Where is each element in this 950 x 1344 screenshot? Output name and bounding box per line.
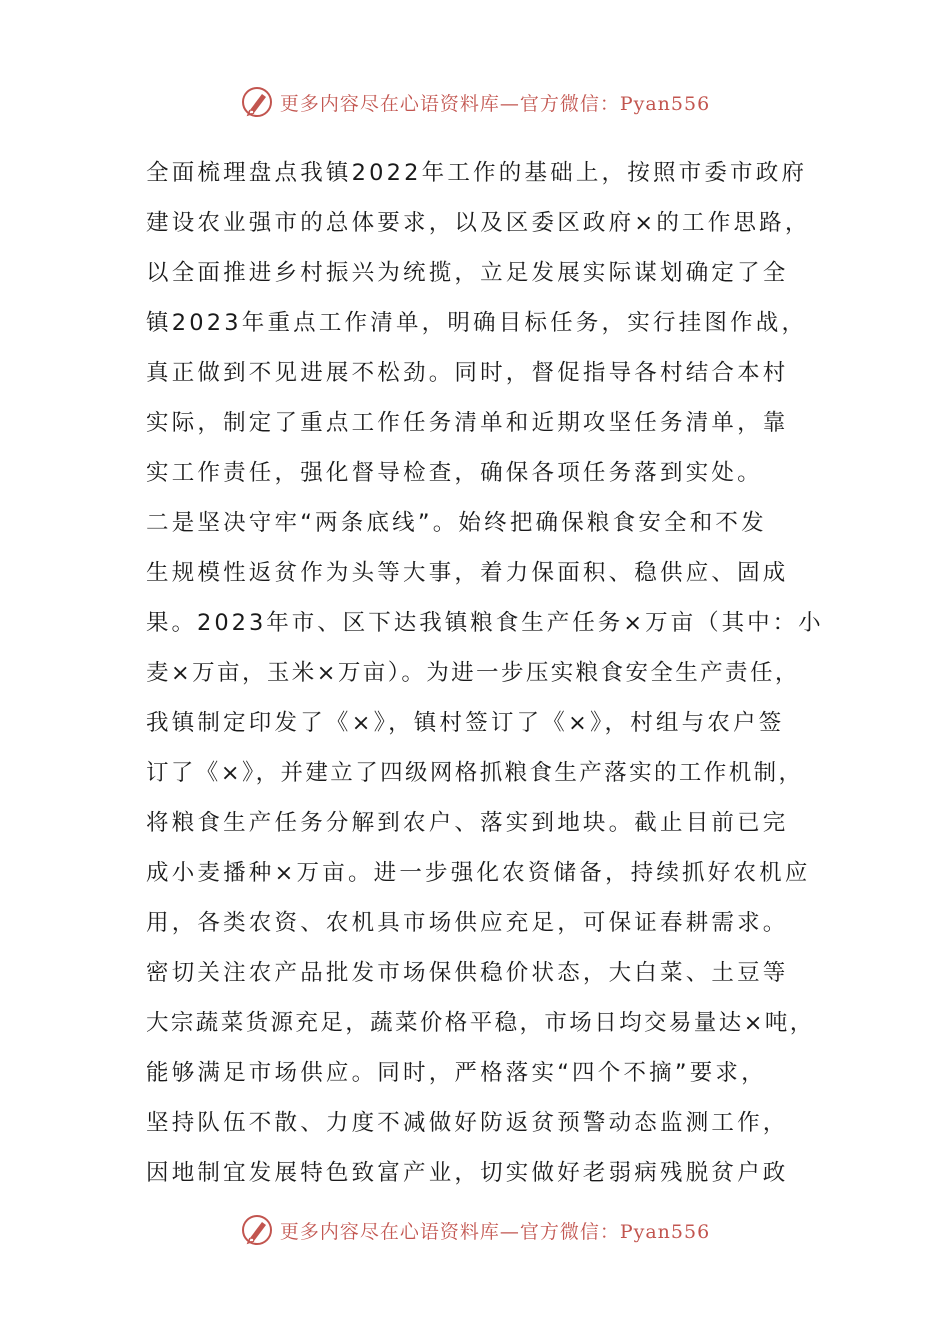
document-body <box>146 148 824 1198</box>
body-line: 生规模性返贫作为头等大事，着力保面积、稳供应、固成 <box>146 560 789 586</box>
pen-nib-logo-icon <box>240 1213 274 1247</box>
footer-banner-text: 更多内容尽在心语资料库—官方微信：Pyan556 <box>279 1220 711 1243</box>
body-line: 真正做到不见进展不松劲。同时，督促指导各村结合本村 <box>146 360 789 386</box>
body-line: 麦×万亩，玉米×万亩）。为进一步压实粮食安全生产责任， <box>146 660 800 686</box>
body-line: 二是坚决守牢“两条底线”。始终把确保粮食安全和不发 <box>146 510 767 536</box>
body-line: 镇2023年重点工作清单，明确目标任务，实行挂图作战， <box>146 310 808 336</box>
body-line: 坚持队伍不散、力度不减做好防返贫预警动态监测工作， <box>146 1110 789 1136</box>
body-line: 实工作责任，强化督导检查，确保各项任务落到实处。 <box>146 460 763 486</box>
body-line: 密切关注农产品批发市场保供稳价状态，大白菜、土豆等 <box>146 960 789 986</box>
footer-banner <box>0 1210 950 1250</box>
body-line: 果。2023年市、区下达我镇粮食生产任务×万亩（其中：小 <box>146 610 824 636</box>
body-line: 我镇制定印发了《×》，镇村签订了《×》，村组与农户签 <box>146 710 785 736</box>
body-line: 将粮食生产任务分解到农户、落实到地块。截止目前已完 <box>146 810 789 836</box>
pen-nib-logo-icon <box>240 85 274 119</box>
body-line: 大宗蔬菜货源充足，蔬菜价格平稳，市场日均交易量达×吨， <box>146 1010 815 1036</box>
body-line: 以全面推进乡村振兴为统揽，立足发展实际谋划确定了全 <box>146 260 789 286</box>
body-line: 成小麦播种×万亩。进一步强化农资储备，持续抓好农机应 <box>146 860 811 886</box>
body-line: 全面梳理盘点我镇2022年工作的基础上，按照市委市政府 <box>146 160 808 186</box>
body-line: 因地制宜发展特色致富产业，切实做好老弱病残脱贫户政 <box>146 1160 789 1186</box>
body-line: 用，各类农资、农机具市场供应充足，可保证春耕需求。 <box>146 910 789 936</box>
header-banner-text: 更多内容尽在心语资料库—官方微信：Pyan556 <box>279 92 711 115</box>
body-line: 建设农业强市的总体要求，以及区委区政府×的工作思路， <box>146 210 811 236</box>
body-line: 订了《×》，并建立了四级网格抓粮食生产落实的工作机制， <box>146 760 804 786</box>
body-line: 能够满足市场供应。同时，严格落实“四个不摘”要求， <box>146 1060 767 1086</box>
header-banner <box>0 82 950 122</box>
body-line: 实际，制定了重点工作任务清单和近期攻坚任务清单，靠 <box>146 410 789 436</box>
